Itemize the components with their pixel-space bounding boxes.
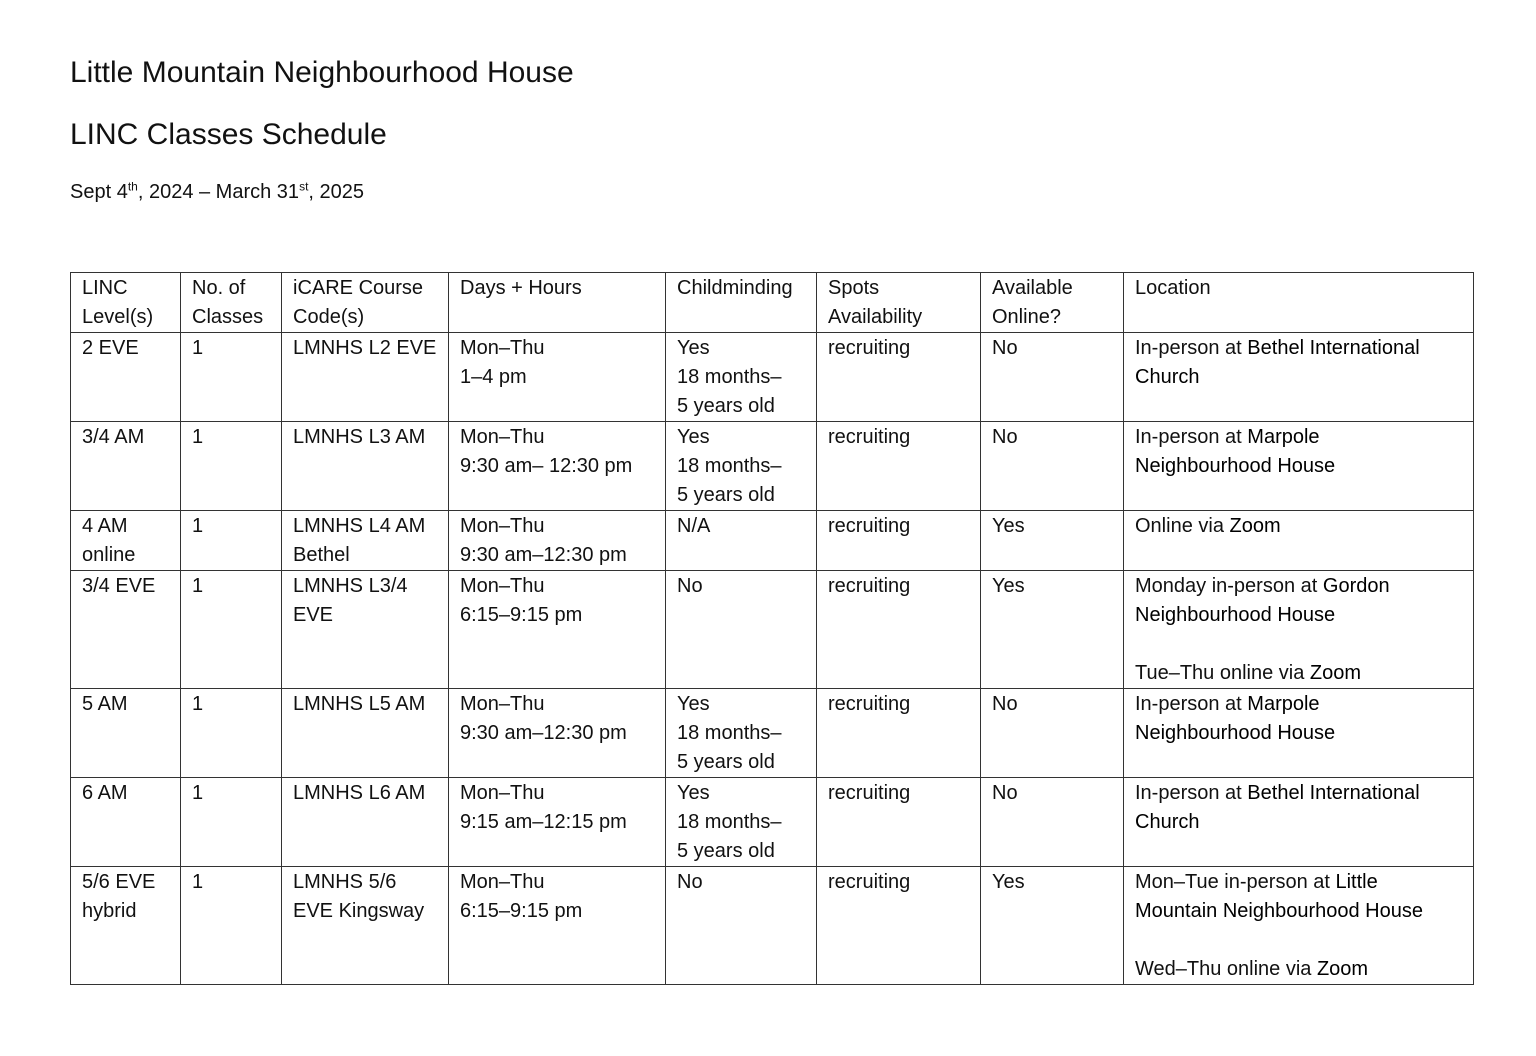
cell-location: Monday in-person at Gordon Neighbourhood House Tue–Thu online via Zoom — [1124, 571, 1474, 689]
table-row — [71, 689, 1474, 778]
cell-level: 4 AM online — [71, 511, 181, 571]
cell-code: LMNHS L2 EVE — [282, 333, 449, 422]
cell-spots: recruiting — [817, 511, 981, 571]
cell-spots: recruiting — [817, 867, 981, 985]
cell-classes: 1 — [181, 571, 282, 689]
cell-level: 5 AM — [71, 689, 181, 778]
cell-hours: Mon–Thu 9:30 am– 12:30 pm — [449, 422, 666, 511]
cell-location: In-person at Marpole Neighbourhood House — [1124, 422, 1474, 511]
table-row — [71, 778, 1474, 867]
column-header-location: Location — [1124, 273, 1474, 333]
cell-location: Online via Zoom — [1124, 511, 1474, 571]
cell-hours: Mon–Thu 6:15–9:15 pm — [449, 571, 666, 689]
cell-location: In-person at Marpole Neighbourhood House — [1124, 689, 1474, 778]
cell-code: LMNHS 5/6 EVE Kingsway — [282, 867, 449, 985]
column-header-icare-code: iCARE Course Code(s) — [282, 273, 449, 333]
cell-classes: 1 — [181, 333, 282, 422]
cell-childminding: N/A — [666, 511, 817, 571]
cell-classes: 1 — [181, 867, 282, 985]
organization-title: Little Mountain Neighbourhood House — [70, 56, 574, 89]
cell-location: In-person at Bethel International Church — [1124, 778, 1474, 867]
table-row — [71, 333, 1474, 422]
cell-location: In-person at Bethel International Church — [1124, 333, 1474, 422]
cell-classes: 1 — [181, 689, 282, 778]
cell-code: LMNHS L5 AM — [282, 689, 449, 778]
schedule-table — [70, 272, 1474, 985]
cell-childminding: Yes 18 months– 5 years old — [666, 333, 817, 422]
cell-online: Yes — [981, 511, 1124, 571]
cell-hours: Mon–Thu 9:30 am–12:30 pm — [449, 689, 666, 778]
cell-spots: recruiting — [817, 689, 981, 778]
table-header-row — [71, 273, 1474, 333]
cell-online: No — [981, 422, 1124, 511]
cell-code: LMNHS L4 AM Bethel — [282, 511, 449, 571]
date-end-year: , 2025 — [308, 181, 365, 203]
date-end-ordinal: st — [299, 179, 309, 194]
cell-spots: recruiting — [817, 778, 981, 867]
column-header-no-of-classes: No. of Classes — [181, 273, 282, 333]
column-header-days-hours: Days + Hours — [449, 273, 666, 333]
date-range — [70, 178, 364, 206]
cell-online: No — [981, 333, 1124, 422]
cell-childminding: Yes 18 months– 5 years old — [666, 422, 817, 511]
cell-code: LMNHS L6 AM — [282, 778, 449, 867]
cell-classes: 1 — [181, 778, 282, 867]
cell-spots: recruiting — [817, 422, 981, 511]
cell-online: Yes — [981, 867, 1124, 985]
column-header-available-online: Available Online? — [981, 273, 1124, 333]
cell-childminding: No — [666, 571, 817, 689]
cell-spots: recruiting — [817, 333, 981, 422]
schedule-title: LINC Classes Schedule — [70, 118, 387, 151]
cell-hours: Mon–Thu 9:30 am–12:30 pm — [449, 511, 666, 571]
cell-level: 3/4 EVE — [71, 571, 181, 689]
table-row — [71, 867, 1474, 985]
cell-level: 2 EVE — [71, 333, 181, 422]
cell-code: LMNHS L3/4 EVE — [282, 571, 449, 689]
cell-hours: Mon–Thu 9:15 am–12:15 pm — [449, 778, 666, 867]
cell-online: Yes — [981, 571, 1124, 689]
cell-classes: 1 — [181, 511, 282, 571]
cell-online: No — [981, 689, 1124, 778]
cell-spots: recruiting — [817, 571, 981, 689]
cell-location: Mon–Tue in-person at Little Mountain Neighbourhood House Wed–Thu online via Zoom — [1124, 867, 1474, 985]
cell-online: No — [981, 778, 1124, 867]
table-row — [71, 571, 1474, 689]
table-row — [71, 422, 1474, 511]
column-header-childminding: Childminding — [666, 273, 817, 333]
date-middle: , 2024 – March 31 — [137, 181, 300, 203]
column-header-spots-availability: Spots Availability — [817, 273, 981, 333]
date-start-ordinal: th — [127, 179, 138, 194]
cell-hours: Mon–Thu 1–4 pm — [449, 333, 666, 422]
cell-level: 6 AM — [71, 778, 181, 867]
date-start: Sept 4 — [70, 181, 128, 203]
column-header-linc-level: LINC Level(s) — [71, 273, 181, 333]
cell-hours: Mon–Thu 6:15–9:15 pm — [449, 867, 666, 985]
cell-code: LMNHS L3 AM — [282, 422, 449, 511]
cell-classes: 1 — [181, 422, 282, 511]
cell-level: 3/4 AM — [71, 422, 181, 511]
table-row — [71, 511, 1474, 571]
cell-childminding: No — [666, 867, 817, 985]
cell-level: 5/6 EVE hybrid — [71, 867, 181, 985]
cell-childminding: Yes 18 months– 5 years old — [666, 778, 817, 867]
cell-childminding: Yes 18 months– 5 years old — [666, 689, 817, 778]
